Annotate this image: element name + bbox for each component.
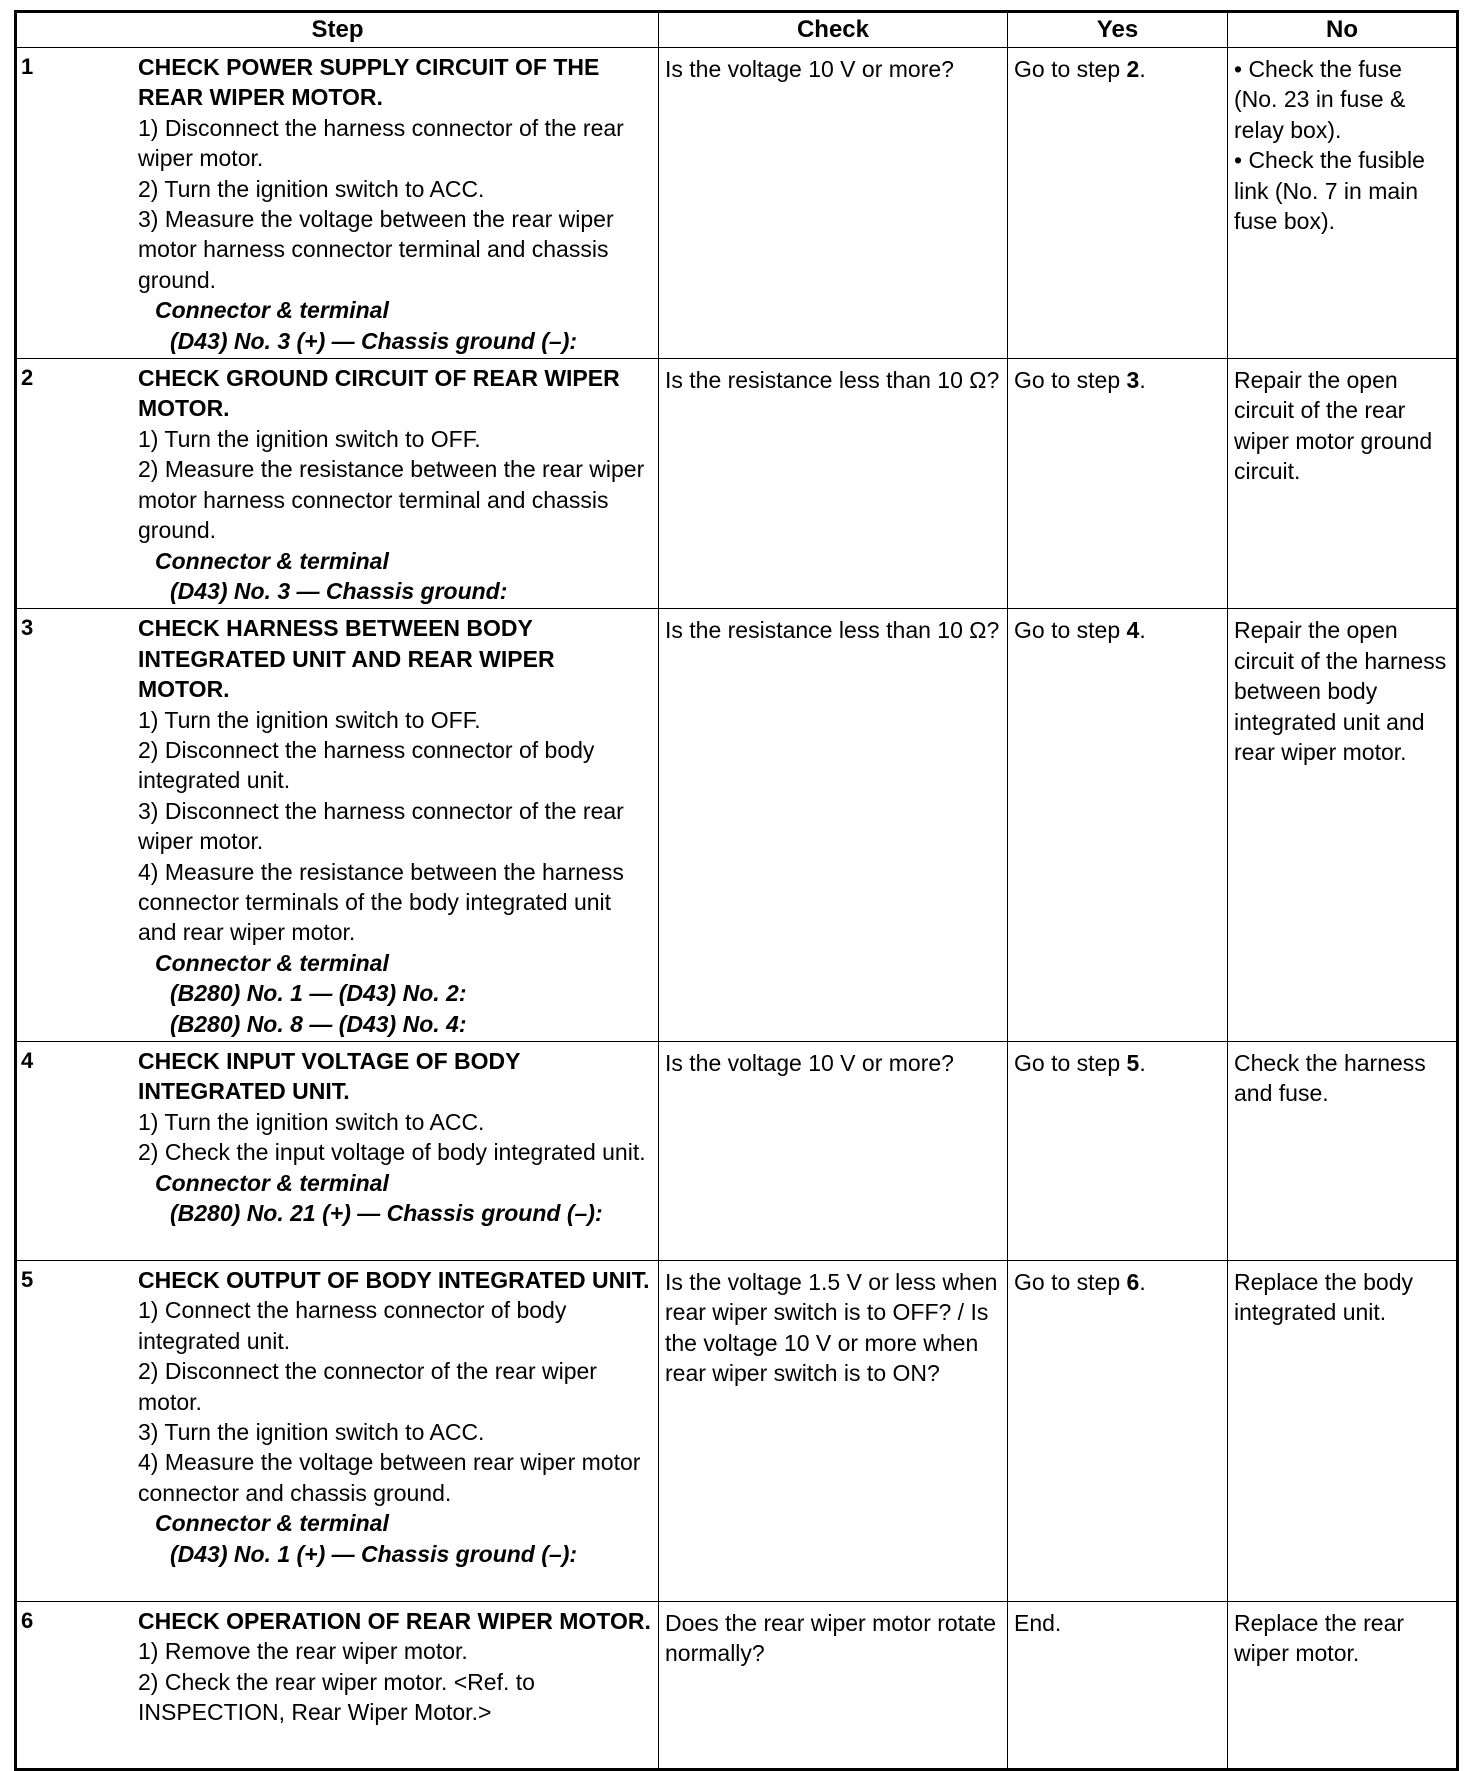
table-row bbox=[16, 1261, 1458, 1602]
step-body bbox=[138, 48, 658, 358]
substep: 1) Connect the harness connector of body integrated unit. bbox=[138, 1297, 567, 1354]
step-title: CHECK POWER SUPPLY CIRCUIT OF THE REAR WIPER MOTOR. bbox=[138, 54, 600, 111]
step-cell bbox=[16, 1042, 659, 1261]
connector-terminal: (B280) No. 8 — (D43) No. 4: bbox=[170, 1010, 467, 1037]
no-text bbox=[1228, 48, 1456, 238]
yes-cell bbox=[1008, 1261, 1228, 1602]
no-text bbox=[1228, 1602, 1456, 1671]
connector-terminal: (B280) No. 21 (+) — Chassis ground (–): bbox=[170, 1200, 603, 1227]
step-title: CHECK OUTPUT OF BODY INTEGRATED UNIT. bbox=[138, 1267, 650, 1293]
no-cell bbox=[1228, 48, 1458, 359]
substep: 3) Measure the voltage between the rear wiper motor harness connector terminal and chassis ground. bbox=[138, 206, 614, 293]
table-row bbox=[16, 1042, 1458, 1261]
substep: 1) Disconnect the harness connector of the rear wiper motor. bbox=[138, 114, 624, 172]
yes-text bbox=[1008, 609, 1227, 647]
yes-suffix: . bbox=[1139, 1269, 1146, 1295]
check-cell bbox=[659, 1042, 1008, 1261]
yes-prefix: Go to step bbox=[1014, 56, 1127, 82]
yes-text bbox=[1008, 48, 1227, 86]
step-title: CHECK HARNESS BETWEEN BODY INTEGRATED UNIT AND REAR WIPER MOTOR. bbox=[138, 615, 555, 703]
substep: 2) Turn the ignition switch to ACC. bbox=[138, 175, 485, 202]
step-cell bbox=[16, 359, 659, 609]
substep: 4) Measure the voltage between rear wiper motor connector and chassis ground. bbox=[138, 1449, 641, 1506]
substep: 3) Turn the ignition switch to ACC. bbox=[138, 1419, 485, 1446]
yes-cell bbox=[1008, 48, 1228, 359]
connector-heading: Connector & terminal bbox=[155, 547, 389, 574]
yes-suffix: . bbox=[1139, 617, 1146, 644]
no-item: Replace the body integrated unit. bbox=[1234, 1269, 1414, 1326]
yes-cell bbox=[1008, 359, 1228, 609]
no-text bbox=[1228, 359, 1456, 489]
connector-heading: Connector & terminal bbox=[155, 297, 389, 324]
no-cell bbox=[1228, 1261, 1458, 1602]
yes-step-number: 5 bbox=[1126, 1050, 1140, 1076]
no-text bbox=[1228, 1042, 1456, 1111]
connector-heading: Connector & terminal bbox=[155, 1169, 389, 1196]
header-step: Step bbox=[16, 12, 659, 48]
check-cell bbox=[659, 1261, 1008, 1602]
check-cell bbox=[659, 359, 1008, 609]
header-check: Check bbox=[659, 12, 1008, 48]
step-cell bbox=[16, 1602, 659, 1770]
substep: 4) Measure the resistance between the harness connector terminals of the body integrated unit and rear wiper motor. bbox=[138, 858, 624, 946]
yes-cell bbox=[1008, 609, 1228, 1042]
table-row bbox=[16, 359, 1458, 609]
yes-prefix: End. bbox=[1014, 1610, 1062, 1636]
yes-step-number: 3 bbox=[1126, 367, 1140, 394]
substep: 3) Disconnect the harness connector of the rear wiper motor. bbox=[138, 797, 624, 855]
substep: 1) Remove the rear wiper motor. bbox=[138, 1638, 468, 1665]
check-text: Is the voltage 1.5 V or less when rear wiper switch is to OFF? / Is the voltage 10 V or more when rear wiper switch is to ON? bbox=[665, 1269, 998, 1387]
yes-prefix: Go to step bbox=[1014, 367, 1127, 394]
no-cell bbox=[1228, 359, 1458, 609]
yes-suffix: . bbox=[1139, 367, 1146, 394]
yes-text bbox=[1008, 1261, 1227, 1299]
connector-terminal: (B280) No. 1 — (D43) No. 2: bbox=[170, 980, 467, 1007]
no-item: Repair the open circuit of the rear wiper motor ground circuit. bbox=[1234, 367, 1433, 485]
step-number: 1 bbox=[21, 54, 34, 79]
check-cell bbox=[659, 48, 1008, 359]
yes-suffix: . bbox=[1139, 56, 1146, 82]
step-number: 3 bbox=[21, 615, 34, 641]
header-no: No bbox=[1228, 12, 1458, 48]
substep: 2) Disconnect the connector of the rear wiper motor. bbox=[138, 1358, 597, 1415]
yes-suffix: . bbox=[1139, 1050, 1146, 1076]
table-row bbox=[16, 1602, 1458, 1770]
yes-text bbox=[1008, 359, 1227, 397]
yes-text bbox=[1008, 1042, 1227, 1080]
no-text bbox=[1228, 609, 1456, 769]
yes-cell bbox=[1008, 1602, 1228, 1770]
step-number: 5 bbox=[21, 1267, 34, 1292]
no-item: • Check the fusible link (No. 7 in main fuse box). bbox=[1234, 147, 1425, 235]
yes-text bbox=[1008, 1602, 1227, 1640]
no-text bbox=[1228, 1261, 1456, 1330]
substep: 1) Turn the ignition switch to ACC. bbox=[138, 1108, 485, 1135]
no-cell bbox=[1228, 1042, 1458, 1261]
substep: 1) Turn the ignition switch to OFF. bbox=[138, 706, 481, 733]
step-cell bbox=[16, 48, 659, 359]
header-yes: Yes bbox=[1008, 12, 1228, 48]
step-body bbox=[138, 1602, 658, 1730]
substep: 1) Turn the ignition switch to OFF. bbox=[138, 425, 481, 452]
step-body bbox=[138, 1042, 658, 1230]
diagnostic-table bbox=[14, 10, 1459, 1771]
step-body bbox=[138, 609, 658, 1041]
connector-terminal: (D43) No. 3 — Chassis ground: bbox=[170, 577, 508, 604]
no-cell bbox=[1228, 609, 1458, 1042]
connector-terminal: (D43) No. 3 (+) — Chassis ground (–): bbox=[170, 327, 578, 354]
table-row bbox=[16, 609, 1458, 1042]
yes-step-number: 6 bbox=[1126, 1269, 1140, 1295]
check-cell bbox=[659, 1602, 1008, 1770]
yes-step-number: 4 bbox=[1126, 617, 1140, 644]
step-number: 6 bbox=[21, 1608, 34, 1633]
yes-prefix: Go to step bbox=[1014, 1050, 1127, 1076]
step-title: CHECK INPUT VOLTAGE OF BODY INTEGRATED UNIT. bbox=[138, 1048, 521, 1105]
substep: 2) Check the rear wiper motor. <Ref. to INSPECTION, Rear Wiper Motor.> bbox=[138, 1668, 535, 1726]
step-number: 2 bbox=[21, 365, 34, 391]
step-cell bbox=[16, 1261, 659, 1602]
step-title: CHECK OPERATION OF REAR WIPER MOTOR. bbox=[138, 1608, 651, 1634]
check-text: Is the resistance less than 10 Ω? bbox=[665, 617, 1000, 644]
step-body bbox=[138, 359, 658, 608]
substep: 2) Check the input voltage of body integrated unit. bbox=[138, 1139, 646, 1166]
no-item: Repair the open circuit of the harness between body integrated unit and rear wiper motor. bbox=[1234, 617, 1447, 765]
yes-prefix: Go to step bbox=[1014, 617, 1127, 644]
yes-prefix: Go to step bbox=[1014, 1269, 1127, 1295]
step-title: CHECK GROUND CIRCUIT OF REAR WIPER MOTOR. bbox=[138, 365, 620, 422]
connector-heading: Connector & terminal bbox=[155, 949, 389, 976]
check-text: Does the rear wiper motor rotate normally? bbox=[665, 1610, 997, 1667]
no-item: Check the harness and fuse. bbox=[1234, 1050, 1426, 1107]
check-cell bbox=[659, 609, 1008, 1042]
step-body bbox=[138, 1261, 658, 1571]
table-row bbox=[16, 48, 1458, 359]
no-cell bbox=[1228, 1602, 1458, 1770]
check-text: Is the voltage 10 V or more? bbox=[665, 1050, 954, 1076]
substep: 2) Measure the resistance between the rear wiper motor harness connector terminal and chassis ground. bbox=[138, 456, 645, 544]
step-number: 4 bbox=[21, 1048, 34, 1073]
no-item: Replace the rear wiper motor. bbox=[1234, 1610, 1405, 1667]
no-item: • Check the fuse (No. 23 in fuse & relay box). bbox=[1234, 56, 1406, 143]
check-text: Is the resistance less than 10 Ω? bbox=[665, 367, 1000, 394]
check-text: Is the voltage 10 V or more? bbox=[665, 56, 954, 82]
connector-terminal: (D43) No. 1 (+) — Chassis ground (–): bbox=[170, 1540, 578, 1567]
step-cell bbox=[16, 609, 659, 1042]
substep: 2) Disconnect the harness connector of body integrated unit. bbox=[138, 736, 595, 794]
yes-step-number: 2 bbox=[1126, 56, 1140, 82]
connector-heading: Connector & terminal bbox=[155, 1510, 389, 1537]
yes-cell bbox=[1008, 1042, 1228, 1261]
header-row bbox=[16, 12, 1458, 48]
